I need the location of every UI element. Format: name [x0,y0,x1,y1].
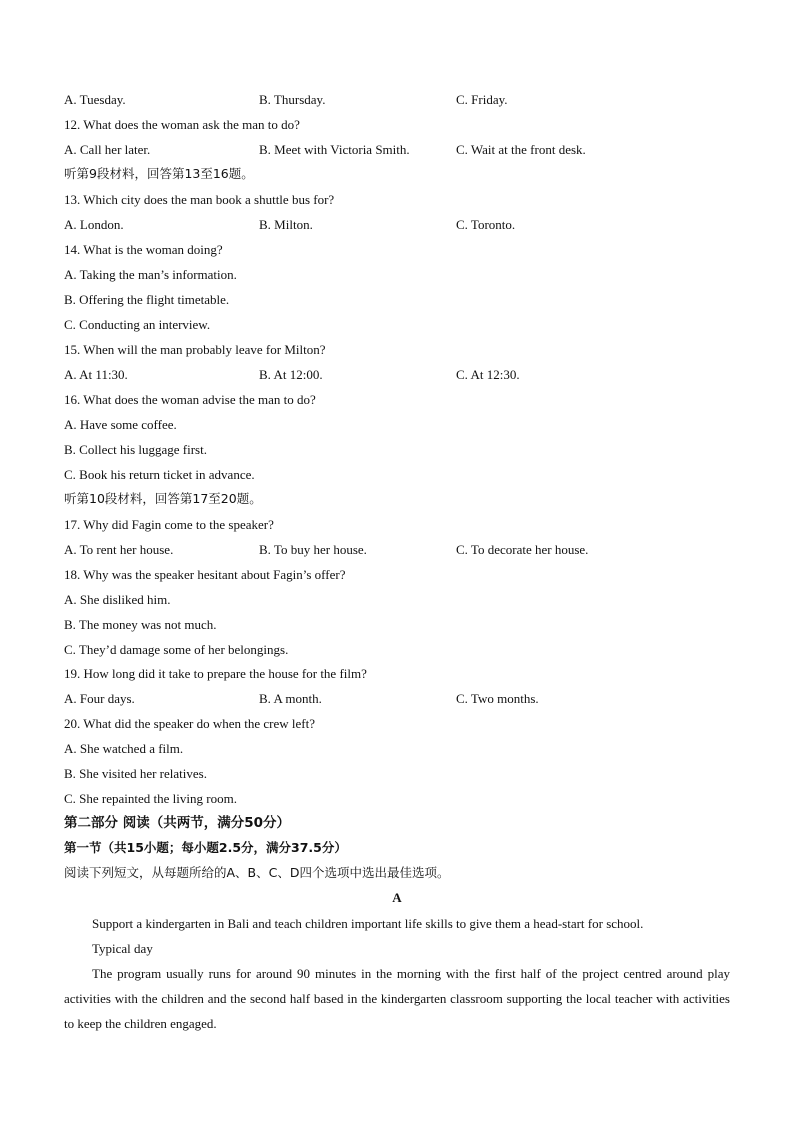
q15-option-a: A. At 11:30. [64,367,128,382]
q13-option-b: B. Milton. [259,217,313,232]
q17-option-a: A. To rent her house. [64,542,174,557]
q17-option-c: C. To decorate her house. [456,542,589,557]
q14-option-c: C. Conducting an interview. [64,317,211,332]
q20-option-c: C. She repainted the living room. [64,791,237,806]
q19-stem: 19. How long did it take to prepare the house for the film? [64,666,367,681]
q12-stem: 12. What does the woman ask the man to do? [64,117,300,132]
passage-a-paragraph-2: The program usually runs for around 90 minutes in the morning with the first half of the project centred around play activities with the children and the second half based in the kindergarten classroom supporting the local teacher with activities to keep the children engaged. [64,966,730,1031]
section-9-instruction: 听第9段材料，回答第13至16题。 [64,166,254,181]
q19-option-b: B. A month. [259,691,322,706]
q12-option-c: C. Wait at the front desk. [456,142,586,157]
part-2-instruction: 阅读下列短文，从每题所给的A、B、C、D四个选项中选出最佳选项。 [64,865,450,880]
q12-options [64,142,744,158]
q17-option-b: B. To buy her house. [259,542,367,557]
part-2-title: 第二部分 阅读（共两节，满分50分） [64,815,290,831]
q17-options [64,542,744,558]
q19-option-a: A. Four days. [64,691,135,706]
q15-option-b: B. At 12:00. [259,367,323,382]
q14-option-a: A. Taking the man’s information. [64,267,237,282]
q11-option-b: B. Thursday. [259,92,326,107]
q20-option-b: B. She visited her relatives. [64,766,207,781]
q15-option-c: C. At 12:30. [456,367,520,382]
q12-option-b: B. Meet with Victoria Smith. [259,142,410,157]
q18-option-c: C. They’d damage some of her belongings. [64,642,289,657]
q13-options [64,217,744,233]
q19-option-c: C. Two months. [456,691,539,706]
part-2-section-1-title: 第一节（共15小题；每小题2.5分，满分37.5分） [64,840,347,855]
passage-a-paragraph-1: Support a kindergarten in Bali and teach children important life skills to give them a head-start for school. [92,916,644,931]
q12-option-a: A. Call her later. [64,142,151,157]
passage-a-heading: Typical day [92,941,153,956]
q20-stem: 20. What did the speaker do when the crew left? [64,716,315,731]
q20-option-a: A. She watched a film. [64,741,184,756]
q14-stem: 14. What is the woman doing? [64,242,223,257]
q11-option-c: C. Friday. [456,92,508,107]
q16-option-b: B. Collect his luggage first. [64,442,207,457]
q13-option-c: C. Toronto. [456,217,516,232]
passage-a-letter: A [392,890,402,905]
q11-option-a: A. Tuesday. [64,92,126,107]
q15-stem: 15. When will the man probably leave for Milton? [64,342,326,357]
q18-option-a: A. She disliked him. [64,592,171,607]
q16-stem: 16. What does the woman advise the man to do? [64,392,316,407]
q17-stem: 17. Why did Fagin come to the speaker? [64,517,274,532]
section-10-instruction: 听第10段材料，回答第17至20题。 [64,491,262,506]
q16-option-a: A. Have some coffee. [64,417,177,432]
q13-option-a: A. London. [64,217,124,232]
q16-option-c: C. Book his return ticket in advance. [64,467,255,482]
q18-stem: 18. Why was the speaker hesitant about Fagin’s offer? [64,567,346,582]
q14-option-b: B. Offering the flight timetable. [64,292,230,307]
q15-options [64,367,744,383]
q11-options [64,92,744,108]
q18-option-b: B. The money was not much. [64,617,217,632]
q13-stem: 13. Which city does the man book a shuttle bus for? [64,192,335,207]
q19-options [64,691,744,707]
